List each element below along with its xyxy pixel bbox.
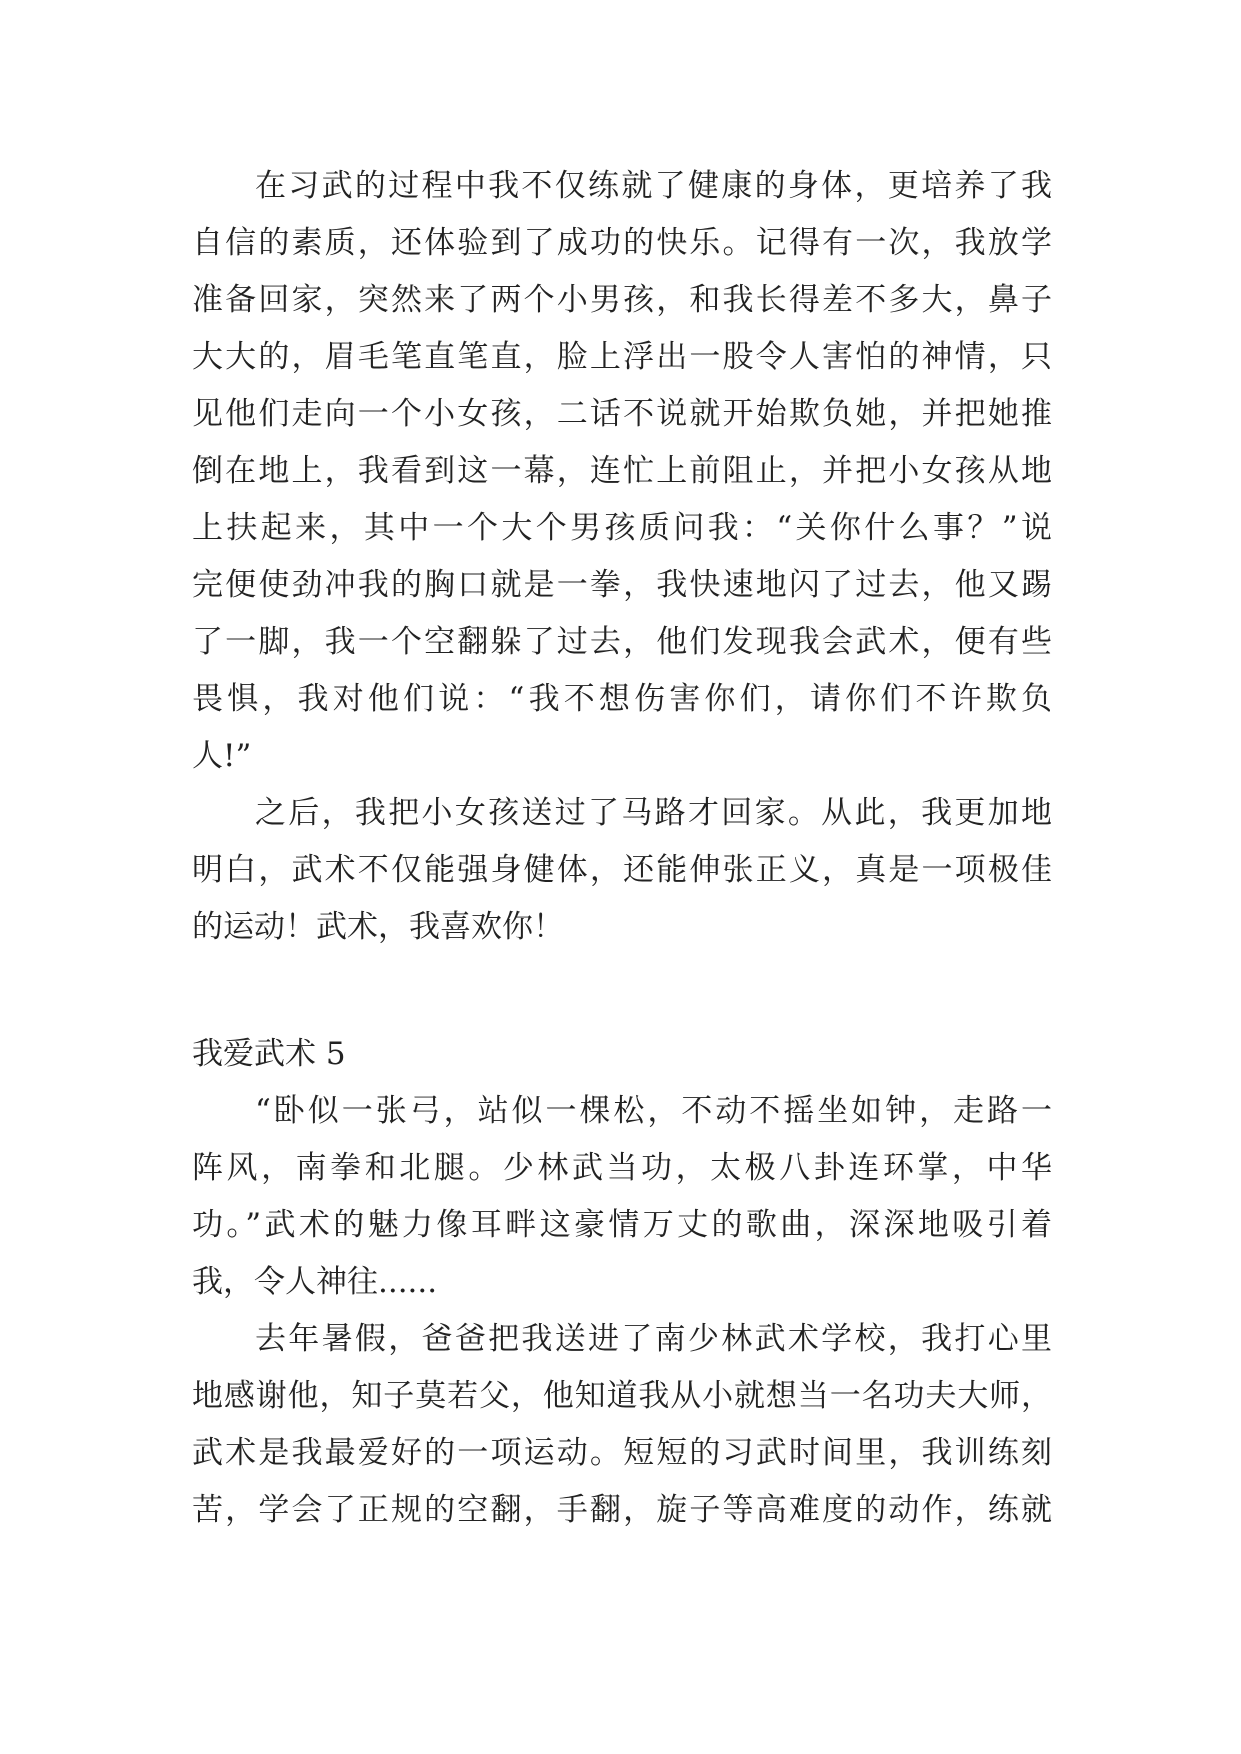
text-line: 在习武的过程中我不仅练就了健康的身体，更培养了我	[255, 168, 1052, 204]
text-line: 阵风，南拳和北腿。少林武当功，太极八卦连环掌，中华	[192, 1150, 1052, 1186]
text-line: 功。”武术的魅力像耳畔这豪情万丈的歌曲，深深地吸引着	[192, 1207, 1052, 1243]
text-line: 畏惧，我对他们说：“我不想伤害你们，请你们不许欺负	[192, 681, 1052, 717]
paragraph	[192, 1311, 1052, 1539]
text-line: 之后，我把小女孩送过了马路才回家。从此，我更加地	[255, 795, 1052, 831]
text-line: 倒在地上，我看到这一幕，连忙上前阻止，并把小女孩从地	[192, 453, 1052, 489]
document-body	[192, 158, 1052, 1539]
text-line: 人!”	[192, 738, 252, 774]
text-line: 武术是我最爱好的一项运动。短短的习武时间里，我训练刻	[192, 1435, 1052, 1471]
text-line: 准备回家，突然来了两个小男孩，和我长得差不多大，鼻子	[192, 282, 1052, 318]
text-line: 了一脚，我一个空翻躲了过去，他们发现我会武术，便有些	[192, 624, 1052, 660]
text-line: 地感谢他，知子莫若父，他知道我从小就想当一名功夫大师，	[192, 1378, 1052, 1414]
text-line: 明白，武术不仅能强身健体，还能伸张正义，真是一项极佳	[192, 852, 1052, 888]
text-line: 见他们走向一个小女孩，二话不说就开始欺负她，并把她推	[192, 396, 1052, 432]
paragraph	[192, 158, 1052, 785]
text-line: 大大的，眉毛笔直笔直，脸上浮出一股令人害怕的神情，只	[192, 339, 1052, 375]
text-line: 苦，学会了正规的空翻，手翻，旋子等高难度的动作，练就	[192, 1492, 1052, 1528]
paragraph	[192, 1083, 1052, 1311]
paragraph	[192, 785, 1052, 956]
paragraph-spacer	[192, 956, 1052, 1026]
text-line: 的运动！武术，我喜欢你！	[192, 909, 564, 945]
text-line: “卧似一张弓，站似一棵松，不动不摇坐如钟，走路一	[255, 1093, 1052, 1129]
text-line: 上扶起来，其中一个大个男孩质问我：“关你什么事？”说	[192, 510, 1052, 546]
text-line: 去年暑假，爸爸把我送进了南少林武术学校，我打心里	[255, 1321, 1052, 1357]
text-line: 自信的素质，还体验到了成功的快乐。记得有一次，我放学	[192, 225, 1052, 261]
text-line: 完便使劲冲我的胸口就是一拳，我快速地闪了过去，他又踢	[192, 567, 1052, 603]
section-title: 我爱武术 5	[192, 1036, 346, 1072]
text-line: 我，令人神往......	[192, 1264, 438, 1300]
